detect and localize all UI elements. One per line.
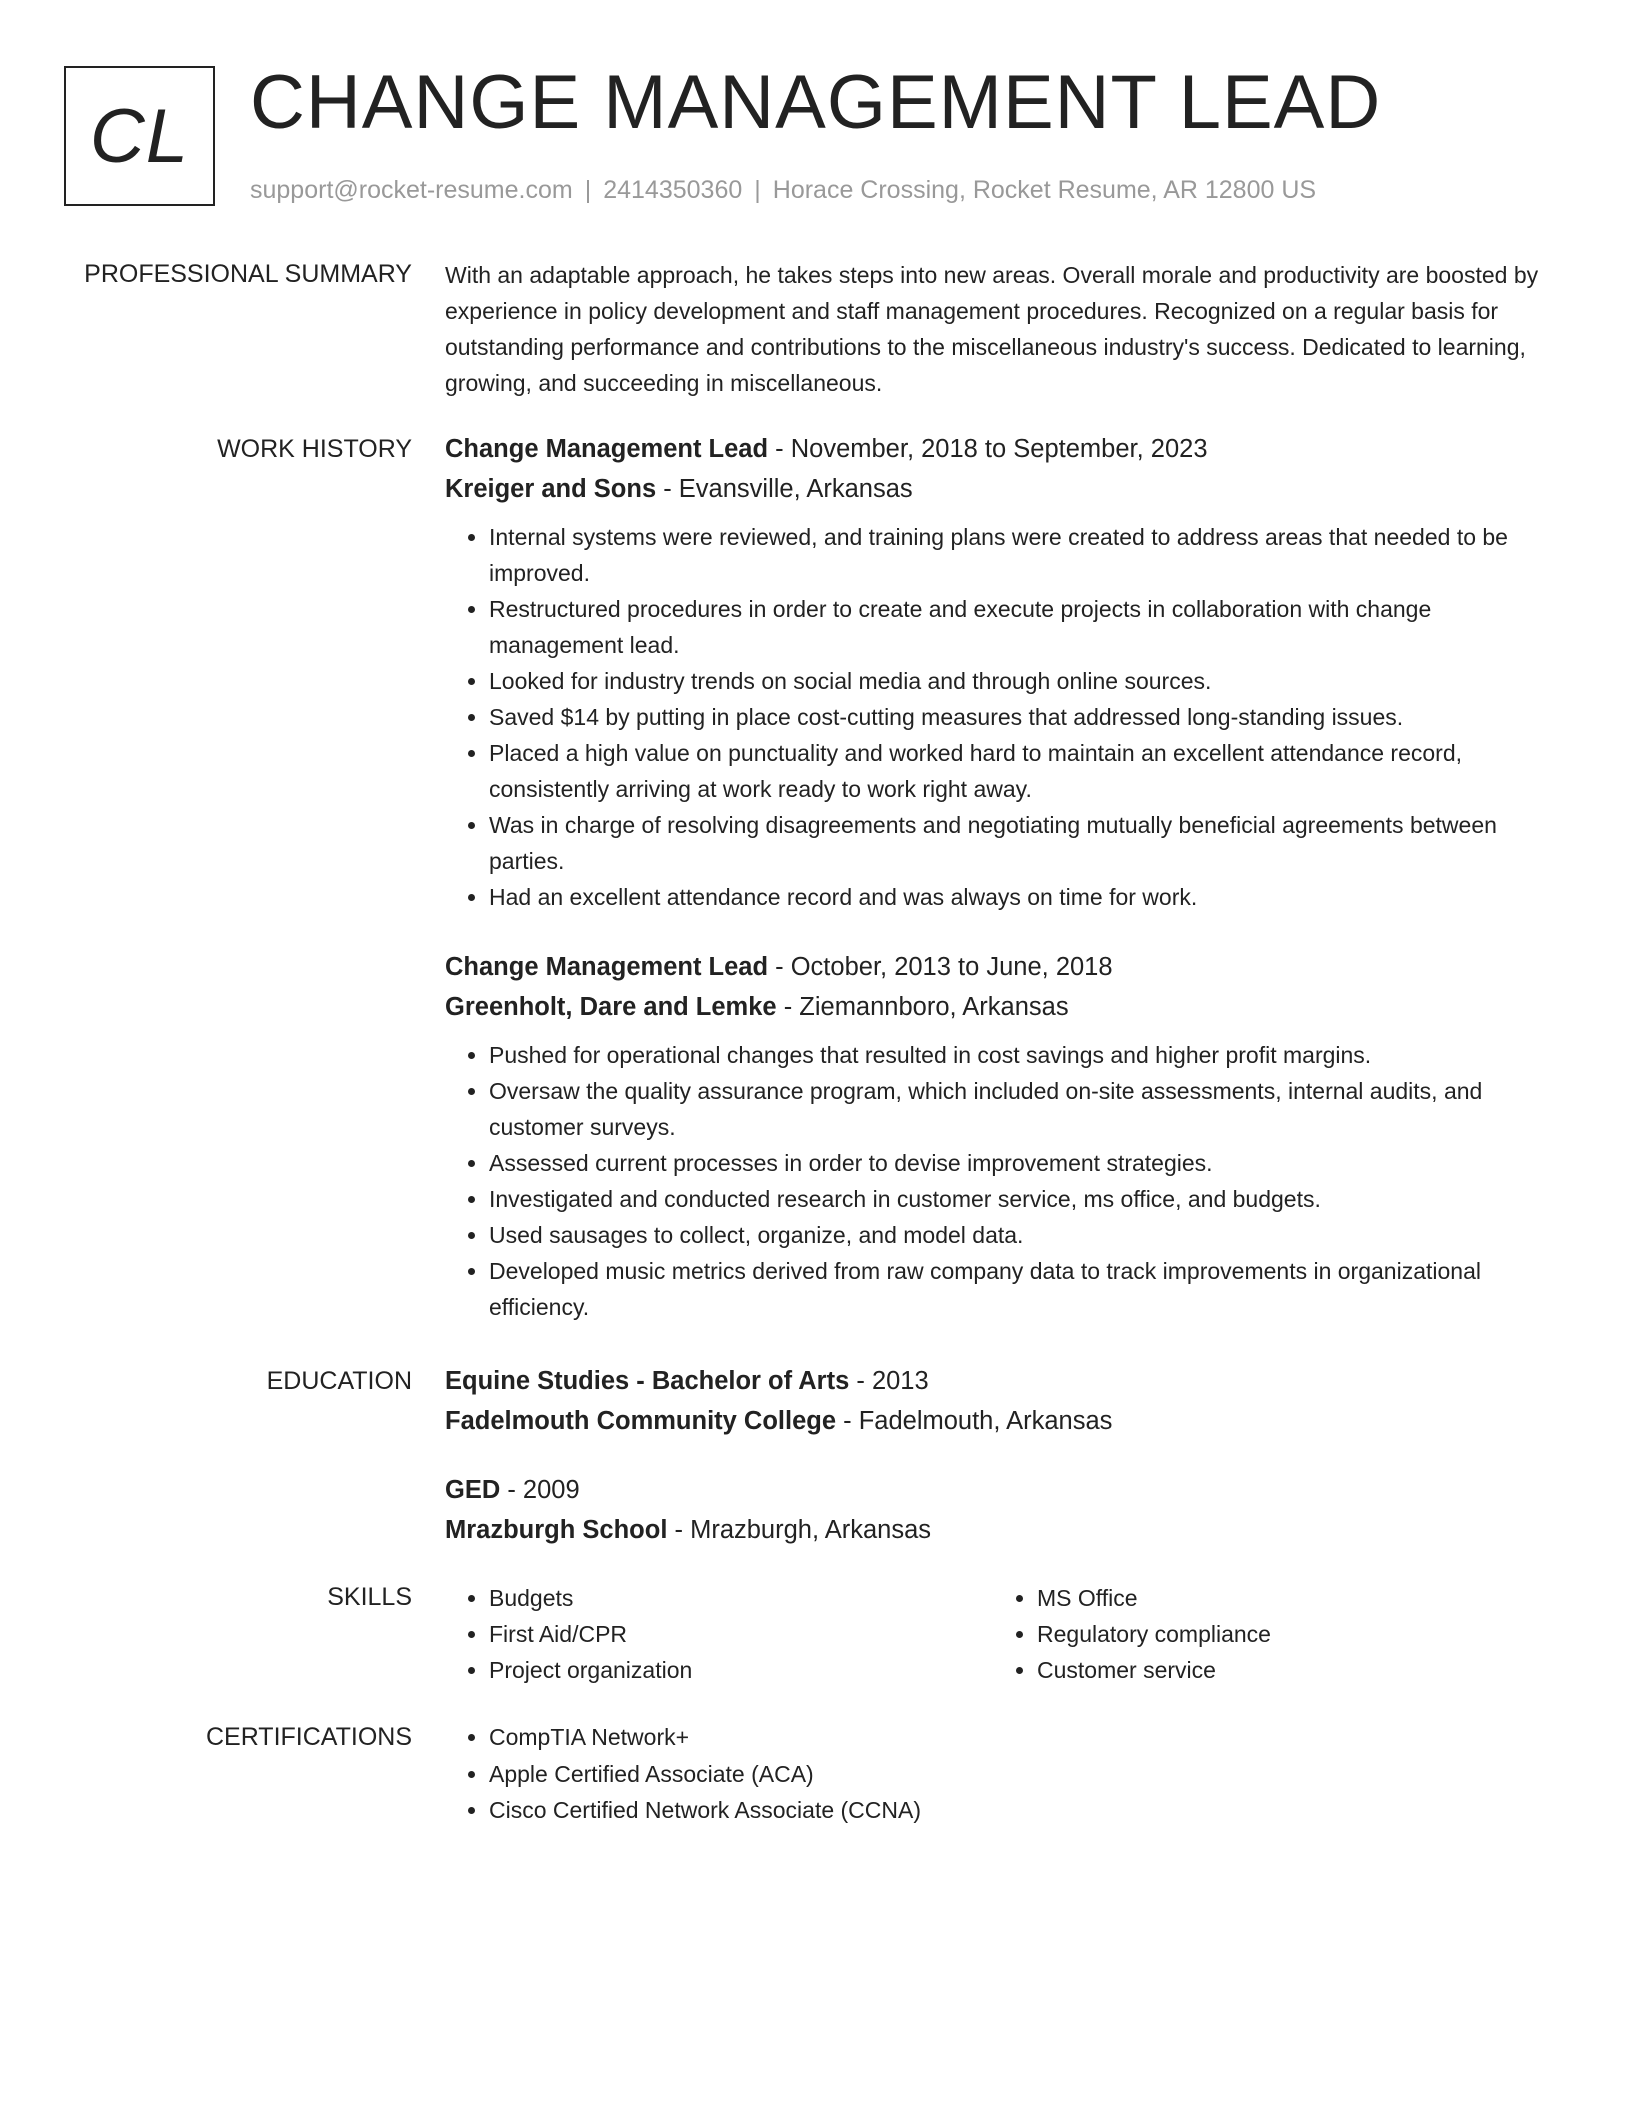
education-location: - Mrazburgh, Arkansas (667, 1516, 932, 1544)
education-school-line (445, 1401, 1560, 1441)
summary-section (445, 257, 1560, 401)
education-year: - 2013 (849, 1367, 929, 1395)
job-bullets (445, 519, 1560, 915)
skill-item: • Project organization (489, 1652, 993, 1688)
work-history-section (445, 429, 1560, 915)
education-section (445, 1361, 1560, 1441)
contact-separator: | (754, 176, 761, 204)
job-location: - Ziemannboro, Arkansas (776, 993, 1069, 1021)
job-bullet: • Saved $14 by putting in place cost-cutting measures that addressed long-standing issues. (489, 699, 1560, 735)
job-title-line (445, 947, 1560, 987)
job-bullet: • Developed music metrics derived from raw company data to track improvements in organizational efficiency. (489, 1253, 1560, 1325)
contact-separator: | (584, 176, 592, 204)
contact-address: Horace Crossing, Rocket Resume, AR 12800 US (772, 176, 1317, 204)
job-bullet: • Looked for industry trends on social media and through online sources. (489, 663, 1560, 699)
certifications-list (445, 1719, 1560, 1829)
summary-text: With an adaptable approach, he takes steps into new areas. Overall morale and productivity are boosted by experience in policy development and staff management procedures. Recognized on a regular basis for outstanding performance and contributions to the miscellaneous industry's success. Dedicated to learning, growing, and succeeding in miscellaneous. (445, 262, 1539, 396)
job-bullet: • Had an excellent attendance record and was always on time for work. (489, 879, 1560, 915)
job-company: Greenholt, Dare and Lemke (445, 993, 777, 1021)
contact-email: support@rocket-resume.com (250, 176, 573, 204)
education-degree-line (445, 1361, 1560, 1401)
job-company: Kreiger and Sons (445, 475, 657, 503)
certification-item: • CompTIA Network+ (489, 1719, 1560, 1756)
job-entry (445, 429, 1560, 915)
education-degree: Equine Studies - Bachelor of Arts (445, 1367, 850, 1395)
skill-item: • First Aid/CPR (489, 1616, 993, 1652)
job-title: Change Management Lead (445, 435, 769, 463)
job-entry (445, 947, 1560, 1325)
certification-item: • Cisco Certified Network Associate (CCNA) (489, 1792, 1560, 1829)
job-bullet: • Pushed for operational changes that resulted in cost savings and higher profit margins. (489, 1037, 1560, 1073)
job-dates: - October, 2013 to June, 2018 (768, 953, 1113, 981)
job-dates: - November, 2018 to September, 2023 (768, 435, 1208, 463)
job-bullet: • Oversaw the quality assurance program, which included on-site assessments, internal audits, and customer surveys. (489, 1073, 1560, 1145)
section-label-skills: SKILLS (327, 1583, 412, 1611)
job-title: Change Management Lead (445, 953, 769, 981)
monogram-box (64, 66, 215, 206)
education-school-line (445, 1510, 1560, 1550)
skills-columns (445, 1580, 1560, 1688)
section-label-work-history: WORK HISTORY (217, 435, 412, 463)
job-company-line (445, 469, 1560, 509)
section-label-education: EDUCATION (266, 1367, 412, 1395)
skills-section (445, 1580, 1560, 1688)
education-degree: GED (445, 1476, 501, 1504)
education-section-2 (445, 1470, 1560, 1550)
job-bullet: • Placed a high value on punctuality and worked hard to maintain an excellent attendance record, consistently arriving at work ready to work right away. (489, 735, 1560, 807)
education-entry (445, 1470, 1560, 1550)
section-label-certifications: CERTIFICATIONS (205, 1723, 412, 1751)
work-history-section-2 (445, 947, 1560, 1325)
skills-list-left (445, 1580, 993, 1688)
skill-item: • Customer service (1037, 1652, 1541, 1688)
resume-title: CHANGE MANAGEMENT LEAD (250, 60, 1382, 145)
education-entry (445, 1361, 1560, 1441)
monogram-initials: CL (89, 93, 190, 179)
skill-item: • Budgets (489, 1580, 993, 1616)
skills-list-right (993, 1580, 1541, 1688)
job-bullet: • Internal systems were reviewed, and training plans were created to address areas that needed to be improved. (489, 519, 1560, 591)
contact-phone: 2414350360 (603, 176, 743, 204)
section-label-summary: PROFESSIONAL SUMMARY (84, 260, 412, 288)
job-title-line (445, 429, 1560, 469)
education-year: - 2009 (500, 1476, 580, 1504)
skill-item: • MS Office (1037, 1580, 1541, 1616)
contact-line (250, 174, 1316, 206)
certifications-section (445, 1719, 1560, 1829)
education-location: - Fadelmouth, Arkansas (836, 1407, 1113, 1435)
job-company-line (445, 987, 1560, 1027)
job-location: - Evansville, Arkansas (656, 475, 913, 503)
job-bullets (445, 1037, 1560, 1325)
skill-item: • Regulatory compliance (1037, 1616, 1541, 1652)
job-bullet: • Assessed current processes in order to devise improvement strategies. (489, 1145, 1560, 1181)
certification-item: • Apple Certified Associate (ACA) (489, 1756, 1560, 1793)
job-bullet: • Used sausages to collect, organize, and model data. (489, 1217, 1560, 1253)
job-bullet: • Was in charge of resolving disagreements and negotiating mutually beneficial agreements between parties. (489, 807, 1560, 879)
job-bullet: • Restructured procedures in order to create and execute projects in collaboration with change management lead. (489, 591, 1560, 663)
education-degree-line (445, 1470, 1560, 1510)
education-school: Fadelmouth Community College (445, 1407, 837, 1435)
education-school: Mrazburgh School (445, 1516, 668, 1544)
job-bullet: • Investigated and conducted research in customer service, ms office, and budgets. (489, 1181, 1560, 1217)
